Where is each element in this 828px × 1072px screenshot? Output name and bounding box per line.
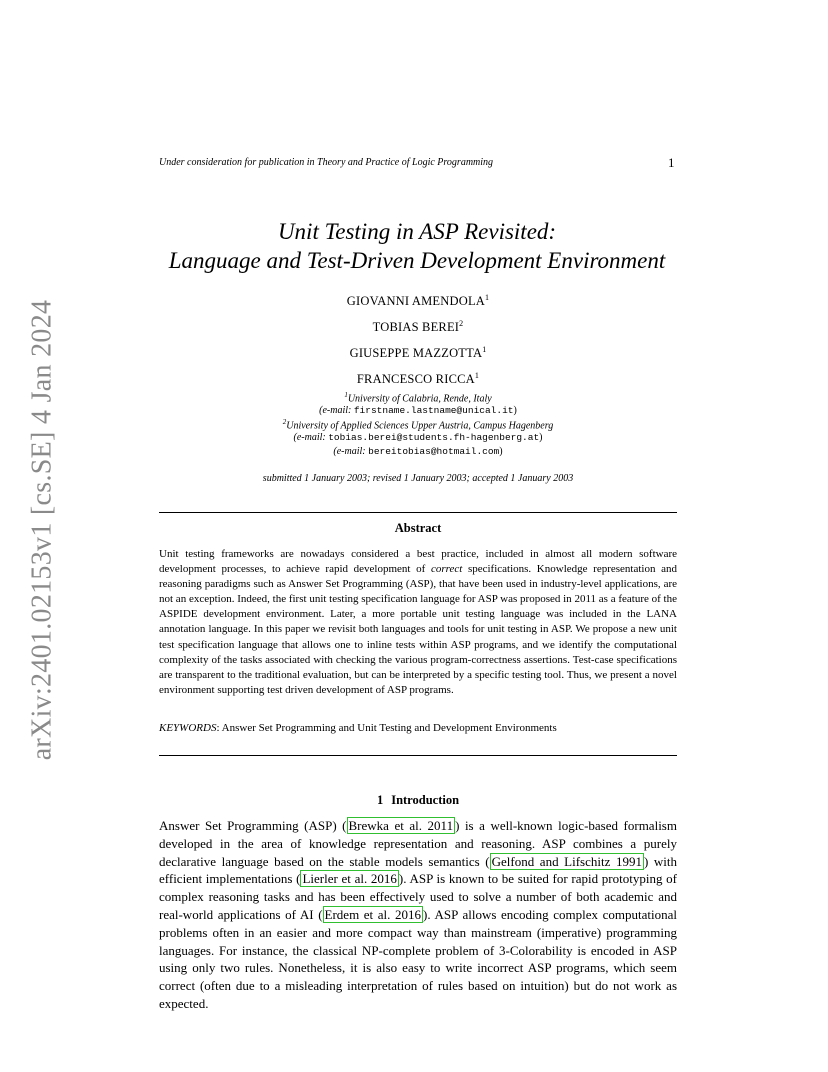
abstract-text-rest: specifications. Knowledge representation and reasoning paradigms such as Answer Set Programming (ASP), that have been used in industry-level applications, are not an exception. Indeed, the first unit testing specification language for ASP was proposed in 2011 as a feature of the ASPIDE development environment. Later, a more portable unit testing language was included in the LANA annotation language. In this paper we revisit both languages and tools for unit testing in ASP. We propose a new unit test specification language that allows one to inline tests within ASP programs, and we identify the computational complexity of the tasks associated with checking the various program-correctness assertions. Test-case specifications are transparent to the traditional evaluation, but can be interpreted by a specific testing tool. Thus, we present a novel environment supporting test driven development of ASP programs. bbox=[159, 563, 677, 696]
intro-text: ) is a well-known logic-based formalism developed in the area of knowledge representation and reasoning. ASP combines a purely declarative language based on the stable models semantics ( bbox=[159, 818, 677, 869]
abstract-text-start: Unit testing frameworks are nowadays considered a best practice, included in almost all modern software development processes, to achieve rapid development of bbox=[159, 548, 677, 576]
section-heading bbox=[160, 793, 676, 808]
author-affiliation-mark: 1 bbox=[482, 345, 487, 354]
keywords bbox=[159, 722, 677, 734]
intro-text: ) with efficient implementations ( bbox=[159, 853, 677, 887]
intro-text: ). ASP is known to be suited for rapid prototyping of complex reasoning tasks and has been effectively used to solve a number of both academic and real-world applications of AI ( bbox=[159, 871, 677, 922]
abstract-text bbox=[159, 547, 677, 698]
email-address[interactable]: bereitobias@hotmail.com bbox=[368, 446, 500, 457]
email-prefix: (e-mail: bbox=[293, 432, 329, 443]
keywords-separator: : bbox=[216, 722, 222, 734]
divider-bottom bbox=[159, 755, 677, 756]
author-2 bbox=[160, 319, 676, 335]
affiliation-name: University of Calabria, Rende, Italy bbox=[347, 393, 492, 405]
author-name: FRANCESCO RICCA bbox=[356, 372, 475, 387]
affiliation-mark: 2 bbox=[282, 418, 287, 426]
author-affiliation-mark: 1 bbox=[474, 371, 480, 380]
affiliation-1 bbox=[160, 391, 676, 404]
affiliation-name: University of Applied Sciences Upper Austria, Campus Hagenberg bbox=[286, 420, 554, 432]
author-name: TOBIAS BEREI bbox=[372, 320, 460, 335]
introduction-paragraph bbox=[159, 817, 677, 1013]
intro-text: ). ASP allows encoding complex computational problems often in an easier and more compact way than mainstream (imperative) programming languages. For instance, the classical NP-complete problem of 3-Colorability is encoded in ASP using only two rules. Nonetheless, it is also easy to write incorrect ASP programs, which seem correct (often due to a misleading interpretation of rules based on intuition) but do not work as expected. bbox=[159, 906, 677, 1011]
email-suffix: ) bbox=[539, 432, 543, 443]
email-address[interactable]: tobias.berei@students.fh-hagenberg.at bbox=[328, 432, 540, 443]
title-line-1: Unit Testing in ASP Revisited: bbox=[277, 219, 557, 244]
email-prefix: (e-mail: bbox=[319, 405, 354, 416]
running-head: Under consideration for publication in Theory and Practice of Logic Programming bbox=[159, 157, 494, 168]
author-name: GIOVANNI AMENDOLA bbox=[346, 294, 486, 309]
keywords-text: Answer Set Programming and Unit Testing and Development Environments bbox=[221, 722, 557, 734]
paper-title bbox=[120, 217, 714, 275]
citation-link[interactable]: Brewka et al. 2011 bbox=[348, 818, 454, 833]
email-prefix: (e-mail: bbox=[333, 446, 369, 457]
author-4 bbox=[160, 371, 676, 387]
affiliation-1-email bbox=[160, 405, 676, 416]
title-line-2: Language and Test-Driven Development Environment bbox=[168, 248, 666, 273]
author-3 bbox=[160, 345, 676, 361]
author-affiliation-mark: 1 bbox=[485, 293, 490, 302]
section-number: 1 bbox=[376, 793, 384, 807]
divider-top bbox=[159, 512, 677, 513]
affiliation-2 bbox=[160, 418, 676, 431]
author-1 bbox=[160, 293, 676, 309]
email-suffix: ) bbox=[499, 446, 503, 457]
author-affiliation-mark: 2 bbox=[459, 319, 464, 328]
intro-text: Answer Set Programming (ASP) ( bbox=[159, 818, 347, 833]
page-number: 1 bbox=[668, 155, 675, 170]
keywords-label: KEYWORDS bbox=[159, 722, 217, 734]
affiliation-2-email-alt bbox=[160, 446, 676, 457]
affiliation-2-email bbox=[160, 432, 676, 443]
submission-dates: submitted 1 January 2003; revised 1 January 2003; accepted 1 January 2003 bbox=[262, 473, 574, 484]
email-address[interactable]: firstname.lastname@unical.it bbox=[353, 405, 514, 416]
citation-link[interactable]: Gelfond and Lifschitz 1991 bbox=[491, 853, 642, 869]
abstract-heading: Abstract bbox=[394, 521, 442, 535]
author-name: GIUSEPPE MAZZOTTA bbox=[349, 346, 483, 361]
arxiv-side-stamp bbox=[16, 300, 68, 760]
citation-link[interactable]: Erdem et al. 2016 bbox=[324, 906, 422, 922]
citation-link[interactable]: Lierler et al. 2016 bbox=[302, 871, 397, 887]
abstract-emphasis: correct bbox=[430, 563, 463, 576]
affiliation-mark: 1 bbox=[344, 391, 348, 399]
section-title: Introduction bbox=[391, 793, 460, 807]
email-suffix: ) bbox=[513, 405, 517, 416]
arxiv-identifier: arXiv:2401.02153v1 [cs.SE] 4 Jan 2024 bbox=[26, 299, 58, 761]
